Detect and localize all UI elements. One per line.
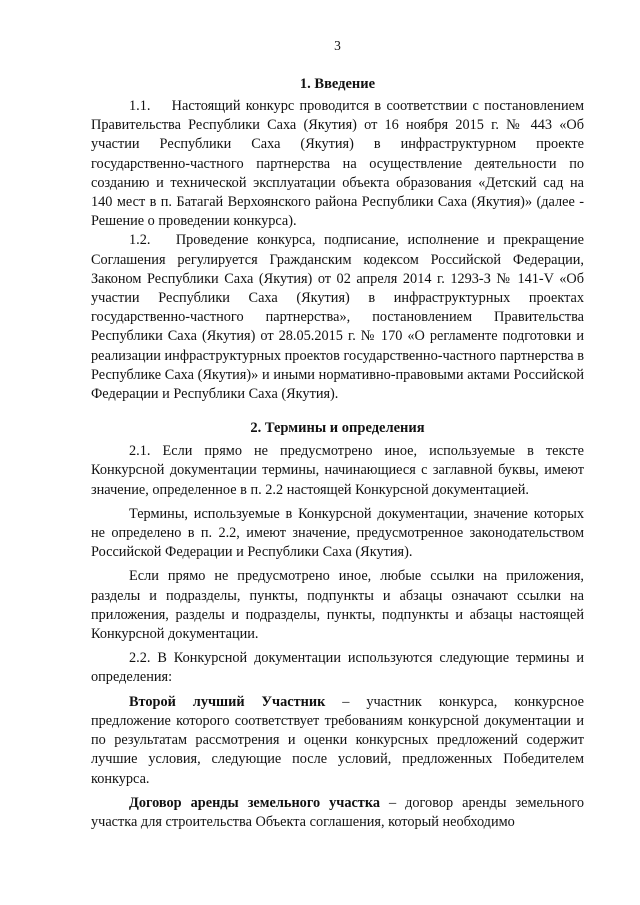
paragraph-terms-meaning: Термины, используемые в Конкурсной документации, значение которых не определено в п. 2.2, имеют значение, предусмотренное законодательством Российской Федерации и Республики Саха (Якутия).	[91, 505, 584, 561]
section-terms	[91, 418, 584, 832]
section-heading-introduction: 1. Введение	[299, 76, 376, 92]
page-number: 3	[334, 38, 341, 53]
definition-second-best-participant	[91, 693, 584, 789]
section-heading-terms: 2. Термины и определения	[250, 420, 425, 437]
definition-text: – участник конкурса, конкурсное предложение которого соответствует требованиям конкурсной документации и по результатам рассмотрения и оценки конкурсных предложений содержит лучшие условия, следующие после условий, предложенных Победителем конкурса.	[91, 693, 584, 787]
paragraph-1-1: 1.1. Настоящий конкурс проводится в соответствии с постановлением Правительства Республики Саха (Якутия) от 16 ноября 2015 г. № 443 «Об участии Республики Саха (Якутия) в инфраструктурном проекте государственно-частного партнерства на осуществление деятельности по созданию и технической эксплуатации объекта образования «Детский сад на 140 мест в п. Батагай Верхоянского района Республики Саха (Якутия)» (далее - Решение о проведении конкурса).	[91, 98, 584, 230]
paragraph-references: Если прямо не предусмотрено иное, любые ссылки на приложения, разделы и подразделы, пункты, подпункты и абзацы означают ссылки на приложения, разделы и подразделы, пункты, подпункты и абзацы настоящей Конкурсной документации.	[91, 568, 584, 643]
section-introduction	[91, 74, 584, 404]
definition-land-lease-agreement	[91, 794, 584, 832]
paragraph-2-1: 2.1. Если прямо не предусмотрено иное, используемые в тексте Конкурсной документации термины, начинающиеся с заглавной буквы, имеют значение, определенное в п. 2.2 настоящей Конкурсной документацией.	[91, 443, 584, 498]
paragraph-1-2: 1.2. Проведение конкурса, подписание, исполнение и прекращение Соглашения регулируется Гражданским кодексом Российской Федерации, Законом Республики Саха (Якутия) от 02 апреля 2014 г. 1293-З № 141-V «Об участии Республики Саха (Якутия) в инфраструктурных проектах государственно-частного партнерства», постановлением Правительства Республики Саха (Якутия) от 28.05.2015 г. № 170 «О регламенте подготовки и реализации инфраструктурных проектов государственно-частного партнерства в Республике Саха (Якутия)» и иными нормативно-правовыми актами Российской Федерации и Республики Саха (Якутия).	[91, 232, 584, 403]
definition-text: – договор аренды земельного участка для строительства Объекта соглашения, который необходимо	[91, 794, 584, 830]
definition-term: Второй лучший Участник	[129, 693, 326, 710]
paragraph-2-2: 2.2. В Конкурсной документации используются следующие термины и определения:	[91, 650, 584, 686]
definition-term: Договор аренды земельного участка	[129, 794, 380, 811]
